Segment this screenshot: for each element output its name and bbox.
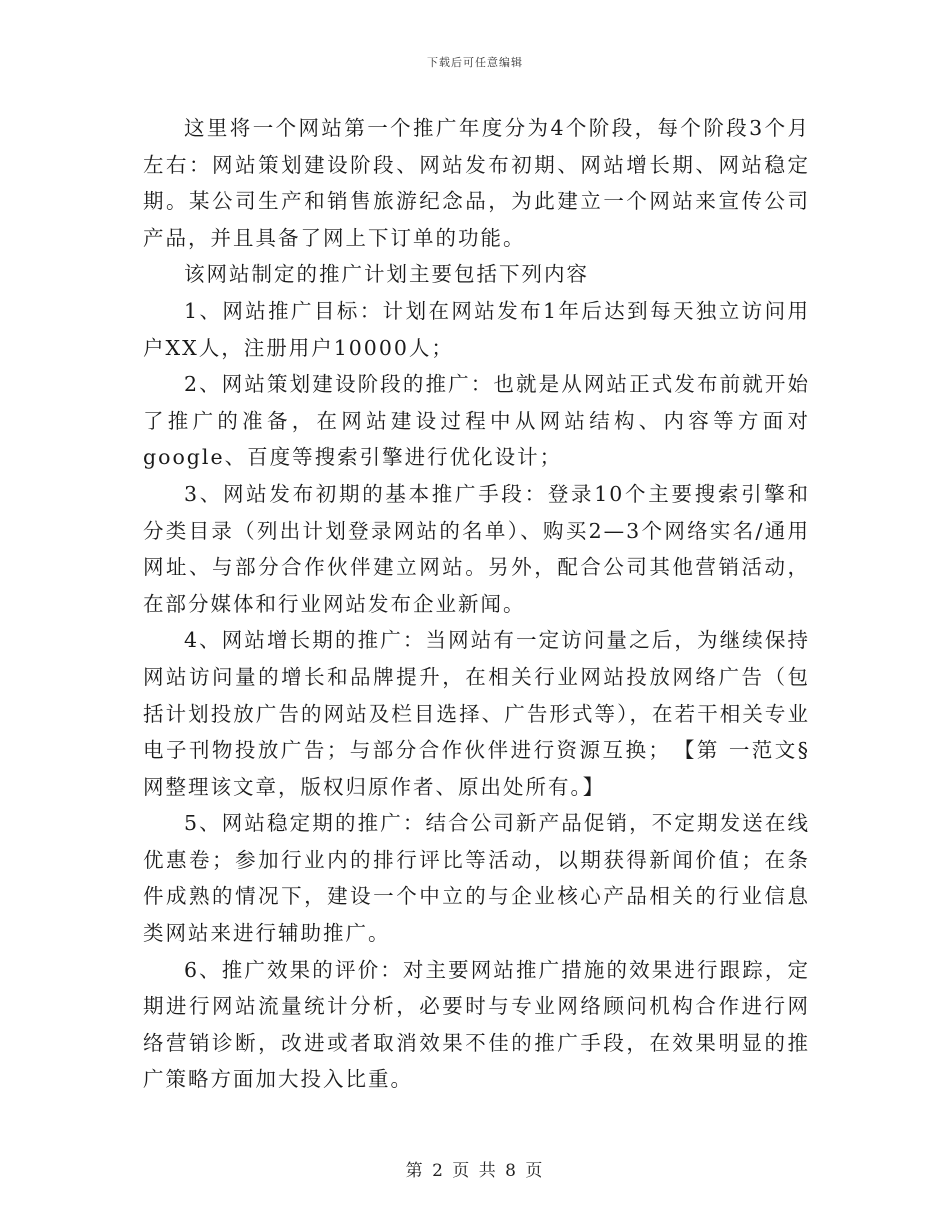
paragraph-plan-heading: 该网站制定的推广计划主要包括下列内容 (184, 262, 589, 287)
paragraph-item-4: 4、网站增长期的推广：当网站有一定访问量之后，为继续保持网站访问量的增长和品牌提升，在相关行业网站投放网络广告（包括计划投放广告的网站及栏目选择、广告形式等），在若干相关专业电子刊物投放广告；与部分合作伙伴进行资源互换； 【第 一范文§网整理该文章，版权归原作者、原出处所有。】 (143, 628, 810, 799)
paragraph-item-1: 1、网站推广目标：计划在网站发布1年后达到每天独立访问用户XX人，注册用户10000人； (143, 298, 810, 360)
paragraph-intro: 这里将一个网站第一个推广年度分为4个阶段，每个阶段3个月左右：网站策划建设阶段、网站发布初期、网站增长期、网站稳定期。某公司生产和销售旅游纪念品，为此建立一个网站来宣传公司产品，并且具备了网上下订单的功能。 (143, 116, 810, 250)
page-number-footer: 第 2 页 共 8 页 (405, 1161, 545, 1181)
paragraph-item-2: 2、网站策划建设阶段的推广：也就是从网站正式发布前就开始了推广的准备，在网站建设过程中从网站结构、内容等方面对google、百度等搜索引擎进行优化设计； (143, 372, 810, 470)
paragraph-item-3: 3、网站发布初期的基本推广手段：登录10个主要搜索引擎和分类目录（列出计划登录网站的名单）、购买2—3个网络实名/通用网址、与部分合作伙伴建立网站。另外，配合公司其他营销活动，在部分媒体和行业网站发布企业新闻。 (143, 481, 810, 616)
paragraph-item-6: 6、推广效果的评价：对主要网站推广措施的效果进行跟踪，定期进行网站流量统计分析，必要时与专业网络顾问机构合作进行网络营销诊断，改进或者取消效果不佳的推广手段，在效果明显的推广策略方面加大投入比重。 (143, 957, 810, 1092)
paragraph-item-5: 5、网站稳定期的推广：结合公司新产品促销，不定期发送在线优惠卷；参加行业内的排行评比等活动，以期获得新闻价值；在条件成熟的情况下，建设一个中立的与企业核心产品相关的行业信息类网站来进行辅助推广。 (143, 811, 810, 946)
page-header: 下载后可任意编辑 (427, 56, 523, 69)
document-body (143, 110, 810, 1098)
